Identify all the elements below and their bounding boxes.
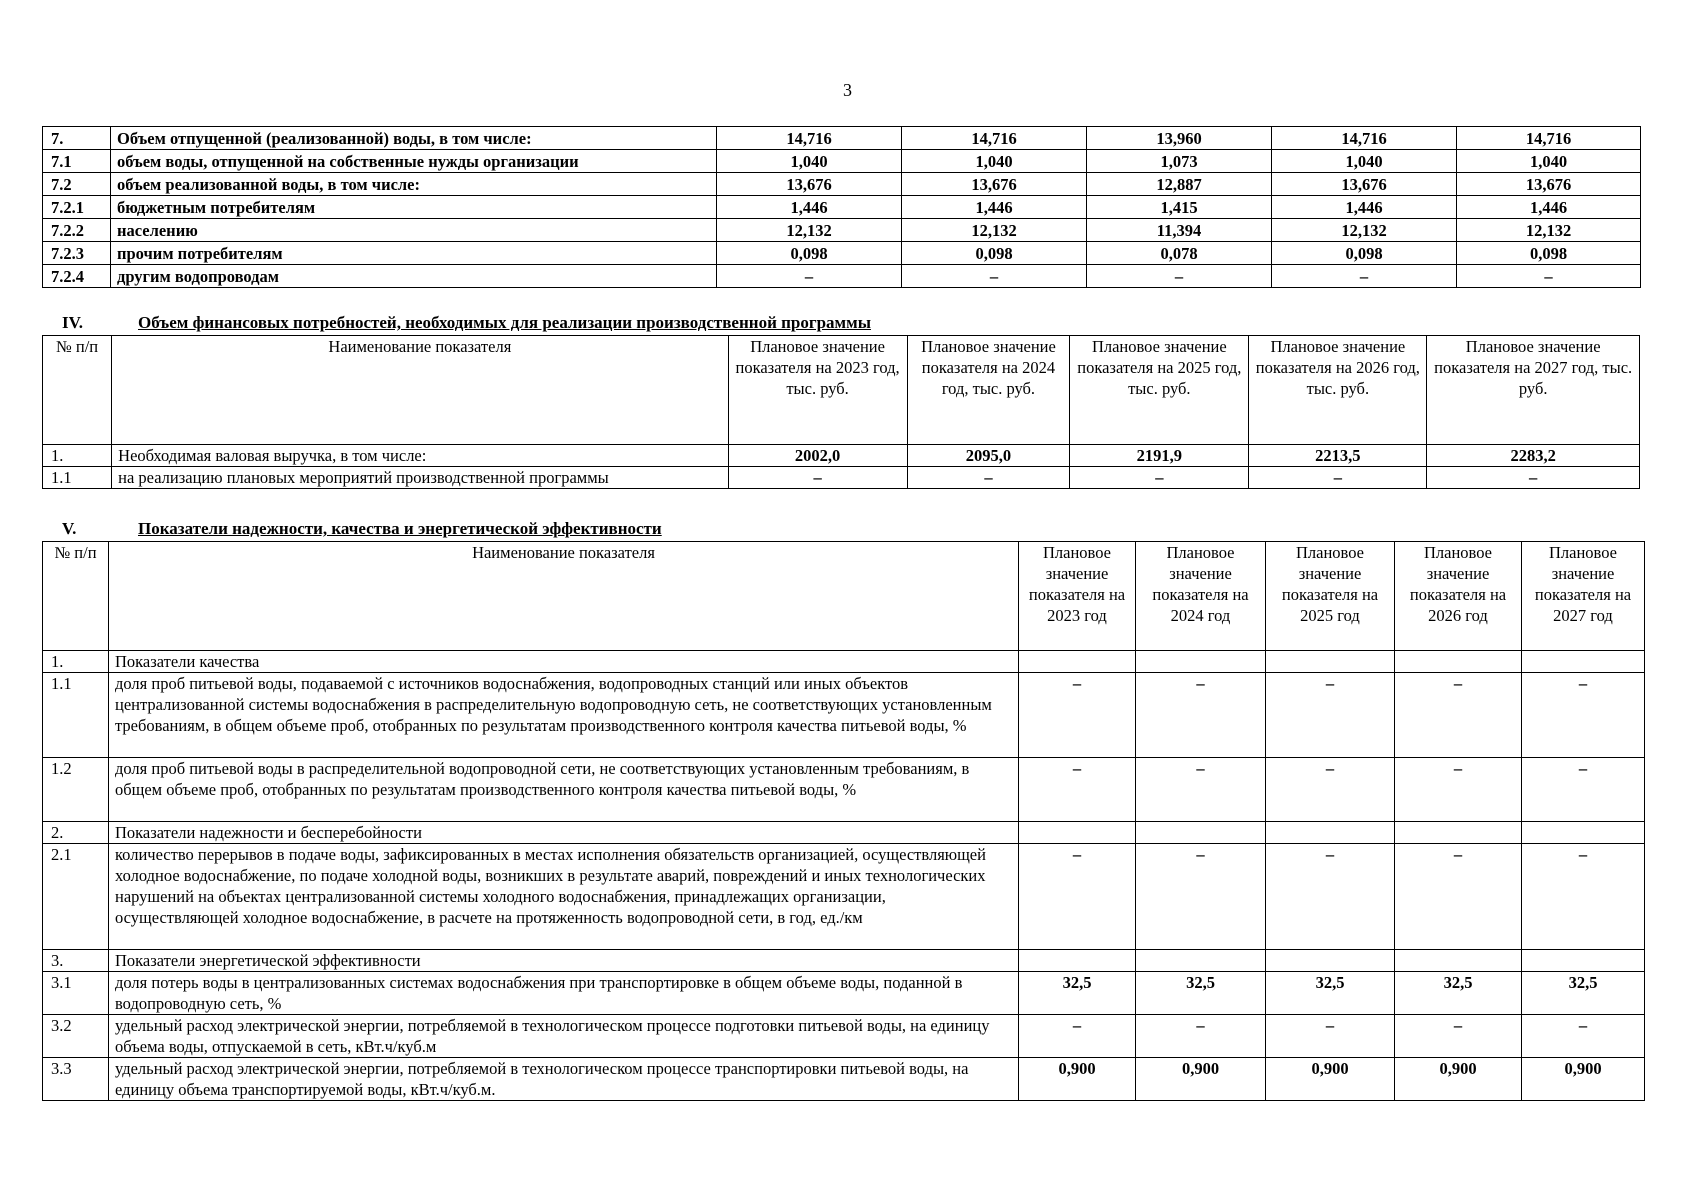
row-number: 2. (43, 822, 109, 844)
row-value (1136, 822, 1266, 844)
row-value: – (1266, 673, 1395, 758)
section-v-text: Показатели надежности, качества и энергетической эффективности (138, 519, 662, 538)
row-value: 13,676 (1272, 173, 1457, 196)
table-row (43, 467, 1640, 489)
row-value: 13,676 (902, 173, 1087, 196)
header-col-2025: Плановое значение показателя на 2025 год (1266, 542, 1395, 651)
row-value: – (902, 265, 1087, 288)
row-value: – (1457, 265, 1641, 288)
reliability-header-row (43, 542, 1645, 651)
row-value: 0,098 (902, 242, 1087, 265)
header-num: № п/п (43, 336, 112, 445)
row-value (1019, 950, 1136, 972)
header-col-2027: Плановое значение показателя на 2027 год (1522, 542, 1645, 651)
row-value: – (1136, 758, 1266, 822)
row-value: – (1266, 844, 1395, 950)
financial-header-row (43, 336, 1640, 445)
row-value: 1,040 (902, 150, 1087, 173)
row-value: – (1272, 265, 1457, 288)
row-value (1395, 950, 1522, 972)
row-value: 13,676 (1457, 173, 1641, 196)
row-number: 3.1 (43, 972, 109, 1015)
row-value (1136, 950, 1266, 972)
row-value (1395, 822, 1522, 844)
row-number: 1.2 (43, 758, 109, 822)
row-value: 2002,0 (728, 445, 907, 467)
row-value: – (1019, 673, 1136, 758)
row-value: 32,5 (1266, 972, 1395, 1015)
row-number: 7.2.3 (43, 242, 111, 265)
row-value: 1,073 (1087, 150, 1272, 173)
row-value: – (1395, 1015, 1522, 1058)
row-value: 2095,0 (907, 445, 1070, 467)
row-number: 1. (43, 445, 112, 467)
row-name: на реализацию плановых мероприятий производственной программы (112, 467, 728, 489)
table-row (43, 758, 1645, 822)
row-value: – (1087, 265, 1272, 288)
row-value: – (1395, 844, 1522, 950)
row-value: – (1522, 673, 1645, 758)
row-value: – (1395, 758, 1522, 822)
row-number: 1.1 (43, 673, 109, 758)
row-name: удельный расход электрической энергии, потребляемой в технологическом процессе подготовки питьевой воды, на единицу объема воды, отпускаемой в сеть, кВт.ч/куб.м (109, 1015, 1019, 1058)
row-name: Показатели энергетической эффективности (109, 950, 1019, 972)
row-value: 12,887 (1087, 173, 1272, 196)
row-value: 14,716 (1272, 127, 1457, 150)
table-row (43, 265, 1641, 288)
financial-needs-table (42, 335, 1640, 489)
table-row (43, 1058, 1645, 1101)
row-number: 3.2 (43, 1015, 109, 1058)
row-value (1395, 651, 1522, 673)
row-value: – (1522, 844, 1645, 950)
row-name: доля проб питьевой воды, подаваемой с источников водоснабжения, водопроводных станций или иных объектов централизованной системы водоснабжения в распределительную водопроводную сеть, не соответствующих установленным требованиям, в общем объеме проб, отобранных по результатам производственного контроля качества питьевой воды, % (109, 673, 1019, 758)
row-value (1266, 651, 1395, 673)
row-value: – (1395, 673, 1522, 758)
row-value: 14,716 (902, 127, 1087, 150)
header-col-2024: Плановое значение показателя на 2024 год (1136, 542, 1266, 651)
row-value: – (1019, 844, 1136, 950)
row-value: 1,040 (1457, 150, 1641, 173)
row-number: 1. (43, 651, 109, 673)
table-row (43, 651, 1645, 673)
row-name: удельный расход электрической энергии, потребляемой в технологическом процессе транспортировки питьевой воды, на единицу объема транспортируемой воды, кВт.ч/куб.м. (109, 1058, 1019, 1101)
row-value: – (1266, 758, 1395, 822)
row-number: 1.1 (43, 467, 112, 489)
row-value: 0,900 (1019, 1058, 1136, 1101)
row-name: объем реализованной воды, в том числе: (111, 173, 717, 196)
row-value: 12,132 (1272, 219, 1457, 242)
row-value: 11,394 (1087, 219, 1272, 242)
row-value: – (1427, 467, 1640, 489)
row-value: 12,132 (717, 219, 902, 242)
row-number: 2.1 (43, 844, 109, 950)
table-row (43, 127, 1641, 150)
row-number: 7. (43, 127, 111, 150)
row-value: 12,132 (902, 219, 1087, 242)
row-number: 7.2.4 (43, 265, 111, 288)
header-col-2027: Плановое значение показателя на 2027 год, тыс. руб. (1427, 336, 1640, 445)
row-value: 14,716 (1457, 127, 1641, 150)
row-name: населению (111, 219, 717, 242)
row-value: 32,5 (1019, 972, 1136, 1015)
row-value: 12,132 (1457, 219, 1641, 242)
row-value (1019, 822, 1136, 844)
section-iv-number: IV. (62, 313, 83, 332)
row-value: – (1249, 467, 1427, 489)
row-value: 13,676 (717, 173, 902, 196)
row-value: 0,900 (1266, 1058, 1395, 1101)
row-name: Показатели надежности и бесперебойности (109, 822, 1019, 844)
row-value (1522, 950, 1645, 972)
row-number: 7.2.2 (43, 219, 111, 242)
row-value: – (1136, 844, 1266, 950)
header-name: Наименование показателя (109, 542, 1019, 651)
section-iv-text: Объем финансовых потребностей, необходимых для реализации производственной программы (138, 313, 871, 332)
row-value: – (1136, 1015, 1266, 1058)
page-number: 3 (843, 80, 852, 100)
row-value: 1,415 (1087, 196, 1272, 219)
row-value: – (728, 467, 907, 489)
row-value: 1,446 (1272, 196, 1457, 219)
row-value: 0,900 (1522, 1058, 1645, 1101)
water-volume-table (42, 126, 1641, 288)
row-value: – (717, 265, 902, 288)
table-row (43, 972, 1645, 1015)
table-row (43, 673, 1645, 758)
row-value: – (1522, 758, 1645, 822)
row-value: 0,900 (1136, 1058, 1266, 1101)
row-value: – (1266, 1015, 1395, 1058)
header-col-2026: Плановое значение показателя на 2026 год (1395, 542, 1522, 651)
table-row (43, 844, 1645, 950)
row-value: 1,446 (717, 196, 902, 219)
row-value: 0,098 (1457, 242, 1641, 265)
header-name: Наименование показателя (112, 336, 728, 445)
row-value (1266, 950, 1395, 972)
row-number: 3. (43, 950, 109, 972)
row-value: 1,446 (1457, 196, 1641, 219)
reliability-indicators-table (42, 541, 1645, 1101)
row-value: 1,446 (902, 196, 1087, 219)
row-value: 0,098 (717, 242, 902, 265)
row-value: – (1019, 758, 1136, 822)
table-row (43, 173, 1641, 196)
row-name: доля проб питьевой воды в распределительной водопроводной сети, не соответствующих установленным требованиям, в общем объеме проб, отобранных по результатам производственного контроля качества питьевой воды, % (109, 758, 1019, 822)
row-number: 7.2.1 (43, 196, 111, 219)
row-number: 7.2 (43, 173, 111, 196)
row-value (1522, 822, 1645, 844)
row-value (1266, 822, 1395, 844)
row-value: 1,040 (717, 150, 902, 173)
row-value: 0,078 (1087, 242, 1272, 265)
row-value: – (1522, 1015, 1645, 1058)
row-name: Необходимая валовая выручка, в том числе: (112, 445, 728, 467)
header-col-2023: Плановое значение показателя на 2023 год (1019, 542, 1136, 651)
table-row (43, 1015, 1645, 1058)
row-value (1019, 651, 1136, 673)
row-value: – (1019, 1015, 1136, 1058)
table-row (43, 950, 1645, 972)
row-value: 0,098 (1272, 242, 1457, 265)
row-value: – (1136, 673, 1266, 758)
section-iv-title (42, 313, 871, 333)
table-row (43, 822, 1645, 844)
row-name: объем воды, отпущенной на собственные нужды организации (111, 150, 717, 173)
row-value: 2213,5 (1249, 445, 1427, 467)
table-row (43, 150, 1641, 173)
row-name: прочим потребителям (111, 242, 717, 265)
header-col-2023: Плановое значение показателя на 2023 год, тыс. руб. (728, 336, 907, 445)
header-col-2024: Плановое значение показателя на 2024 год, тыс. руб. (907, 336, 1070, 445)
row-value: – (907, 467, 1070, 489)
row-number: 3.3 (43, 1058, 109, 1101)
table-row (43, 219, 1641, 242)
row-value: 32,5 (1395, 972, 1522, 1015)
row-name: Объем отпущенной (реализованной) воды, в том числе: (111, 127, 717, 150)
section-v-title (42, 519, 662, 539)
row-value: 2283,2 (1427, 445, 1640, 467)
row-value: 0,900 (1395, 1058, 1522, 1101)
row-name: доля потерь воды в централизованных системах водоснабжения при транспортировке в общем объеме воды, поданной в водопроводную сеть, % (109, 972, 1019, 1015)
row-name: другим водопроводам (111, 265, 717, 288)
header-num: № п/п (43, 542, 109, 651)
row-value: 13,960 (1087, 127, 1272, 150)
table-row (43, 242, 1641, 265)
row-name: Показатели качества (109, 651, 1019, 673)
row-name: бюджетным потребителям (111, 196, 717, 219)
header-col-2026: Плановое значение показателя на 2026 год, тыс. руб. (1249, 336, 1427, 445)
row-value: 32,5 (1522, 972, 1645, 1015)
row-value (1522, 651, 1645, 673)
row-value: 1,040 (1272, 150, 1457, 173)
row-name: количество перерывов в подаче воды, зафиксированных в местах исполнения обязательств организацией, осуществляющей холодное водоснабжение, по подаче холодной воды, возникших в результате аварий, повреждений и иных технологических нарушений на объектах централизованной системы холодного водоснабжения, принадлежащих организации, осуществляющей холодное водоснабжение, в расчете на протяженность водопроводной сети, в год, ед./км (109, 844, 1019, 950)
table-row (43, 445, 1640, 467)
row-number: 7.1 (43, 150, 111, 173)
row-value: 14,716 (717, 127, 902, 150)
row-value: 2191,9 (1070, 445, 1249, 467)
row-value: – (1070, 467, 1249, 489)
header-col-2025: Плановое значение показателя на 2025 год, тыс. руб. (1070, 336, 1249, 445)
table-row (43, 196, 1641, 219)
row-value: 32,5 (1136, 972, 1266, 1015)
section-v-number: V. (62, 519, 77, 538)
row-value (1136, 651, 1266, 673)
